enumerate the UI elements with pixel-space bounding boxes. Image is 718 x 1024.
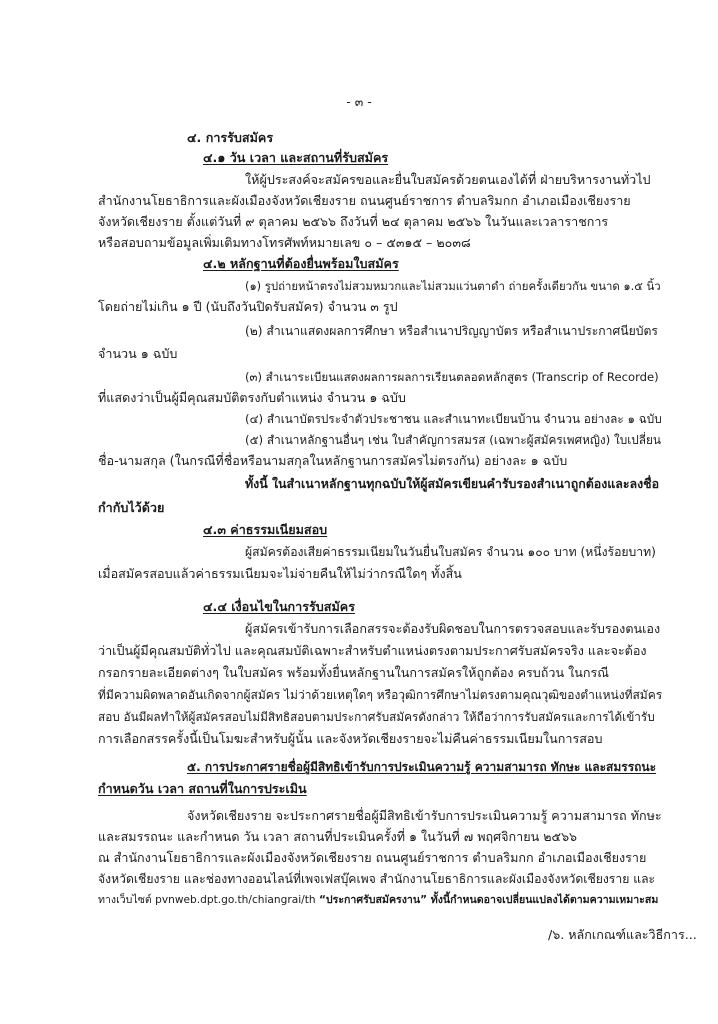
list-item: ที่แสดงว่าเป็นผู้มีคุณสมบัติตรงกับตำแหน่ง จำนวน ๑ ฉบับ (98, 390, 406, 405)
paragraph-line: ณ สำนักงานโยธาธิการและผังเมืองจังหวัดเชียงราย ถนนศูนย์ราชการ ตำบลริมกก อำเภอเมืองเชียงราย (98, 850, 647, 865)
paragraph-line: จังหวัดเชียงราย และช่องทางออนไลน์ที่เพจเฟสบุ๊คเพจ สำนักงานโยธาธิการและผังเมืองจังหวัดเชียงราย และ (98, 872, 656, 886)
paragraph-line: กรอกรายละเอียดต่างๆ ในใบสมัคร พร้อมทั้งยื่นหลักฐานในการสมัครให้ถูกต้อง ครบถ้วน ในกรณี (98, 665, 609, 680)
paragraph-line: ให้ผู้ประสงค์จะสมัครขอและยื่นใบสมัครด้วยตนเองได้ที่ ฝ่ายบริหารงานทั่วไป (245, 172, 651, 187)
paragraph-line: ที่มีความผิดพลาดอันเกิดจากผู้สมัคร ไม่ว่าด้วยเหตุใดๆ หรือวุฒิการศึกษาไม่ตรงตามคุณวุฒิของตำแหน่งที่สมัคร (98, 688, 663, 702)
list-item: ชื่อ-นามสกุล (ในกรณีที่ชื่อหรือนามสกุลในหลักฐานการสมัครไม่ตรงกัน) อย่างละ ๑ ฉบับ (98, 453, 568, 468)
section-4-3-title: ๔.๓ ค่าธรรมเนียมสอบ (203, 522, 328, 537)
note-line: ทั้งนี้ ในสำเนาหลักฐานทุกฉบับให้ผู้สมัครเขียนคำรับรองสำเนาถูกต้องและลงชื่อ (245, 476, 660, 491)
paragraph-line: การเลือกสรรครั้งนี้เป็นโมฆะสำหรับผู้นั้น และจังหวัดเชียงรายจะไม่คืนค่าธรรมเนียมในการสอบ (98, 731, 603, 746)
continuation-footer: /๖. หลักเกณฑ์และวิธีการ... (548, 927, 697, 942)
list-item: โดยถ่ายไม่เกิน ๑ ปี (นับถึงวันปิดรับสมัคร) จำนวน ๓ รูป (98, 299, 398, 314)
section-4-heading: ๔. การรับสมัคร (187, 130, 274, 145)
website-line (98, 892, 658, 908)
list-item: จำนวน ๑ ฉบับ (98, 346, 178, 361)
website-line-prefix: ทางเว็บไซต์ pvnweb.dpt.go.th/chiangrai/th (98, 894, 319, 906)
paragraph-line: สำนักงานโยธาธิการและผังเมืองจังหวัดเชียงราย ถนนศูนย์ราชการ ตำบลริมกก อำเภอเมืองเชียงราย (98, 193, 631, 208)
section-4-2-title: ๔.๒ หลักฐานที่ต้องยื่นพร้อมใบสมัคร (203, 256, 399, 271)
paragraph-line: จังหวัดเชียงราย จะประกาศรายชื่อผู้มีสิทธิเข้ารับการประเมินความรู้ ความสามารถ ทักษะ (187, 808, 662, 823)
list-item: (๓) สำเนาระเบียนแสดงผลการผลการเรียนตลอดหลักสูตร (Transcrip of Recorde) (245, 370, 659, 384)
paragraph-line: จังหวัดเชียงราย ตั้งแต่วันที่ ๙ ตุลาคม ๒๕๖๖ ถึงวันที่ ๒๔ ตุลาคม ๒๕๖๖ ในวันและเวลาราชการ (98, 214, 609, 229)
paragraph-line: หรือสอบถามข้อมูลเพิ่มเติมทางโทรศัพท์หมายเลข ๐ – ๕๓๑๕ – ๒๐๓๘ (98, 235, 471, 250)
paragraph-line: ว่าเป็นผู้มีคุณสมบัติทั่วไป และคุณสมบัติเฉพาะสำหรับตำแหน่งตรงตามประกาศรับสมัครจริง และจะต้อง (98, 643, 647, 658)
paragraph-line: สอบ อันมีผลทำให้ผู้สมัครสอบไม่มีสิทธิสอบตามประกาศรับสมัครดังกล่าว ให้ถือว่าการรับสมัครและการได้เข้ารับ (98, 710, 655, 724)
page-number: - ๓ - (346, 94, 372, 109)
list-item: (๕) สำเนาหลักฐานอื่นๆ เช่น ใบสำคัญการสมรส (เฉพาะผู้สมัครเพศหญิง) ใบเปลี่ยน (245, 433, 661, 447)
paragraph-line: เมื่อสมัครสอบแล้วค่าธรรมเนียมจะไม่จ่ายคืนให้ไม่ว่ากรณีใดๆ ทั้งสิ้น (98, 566, 462, 581)
paragraph-line: ผู้สมัครต้องเสียค่าธรรมเนียมในวันยื่นใบสมัคร จำนวน ๑๐๐ บาท (หนึ่งร้อยบาท) (245, 545, 656, 559)
website-line-bold: “ประกาศรับสมัครงาน” ทั้งนี้กำหนดอาจเปลี่ยนแปลงได้ตามความเหมาะสม (318, 894, 659, 906)
list-item: (๔) สำเนาบัตรประจำตัวประชาชน และสำเนาทะเบียนบ้าน จำนวน อย่างละ ๑ ฉบับ (245, 412, 662, 426)
section-4-1-title: ๔.๑ วัน เวลา และสถานที่รับสมัคร (203, 150, 389, 165)
section-5-heading-cont: กำหนดวัน เวลา สถานที่ในการประเมิน (98, 781, 307, 796)
section-5-heading: ๕. การประกาศรายชื่อผู้มีสิทธิเข้ารับการประเมินความรู้ ความสามารถ ทักษะ และสมรรถนะ (187, 760, 657, 774)
paragraph-line: ผู้สมัครเข้ารับการเลือกสรรจะต้องรับผิดชอบในการตรวจสอบและรับรองตนเอง (245, 621, 661, 636)
section-4-4-title: ๔.๔ เงื่อนไขในการรับสมัคร (203, 599, 355, 614)
list-item: (๒) สำเนาแสดงผลการศึกษา หรือสำเนาปริญญาบัตร หรือสำเนาประกาศนียบัตร (245, 324, 658, 338)
list-item: (๑) รูปถ่ายหน้าตรงไม่สวมหมวกและไม่สวมแว่นตาดำ ถ่ายครั้งเดียวกัน ขนาด ๑.๕ นิ้ว (245, 279, 661, 293)
note-line: กำกับไว้ด้วย (98, 500, 165, 515)
paragraph-line: และสมรรถนะ และกำหนด วัน เวลา สถานที่ประเมินครั้งที่ ๑ ในวันที่ ๗ พฤศจิกายน ๒๕๖๖ (98, 829, 578, 844)
